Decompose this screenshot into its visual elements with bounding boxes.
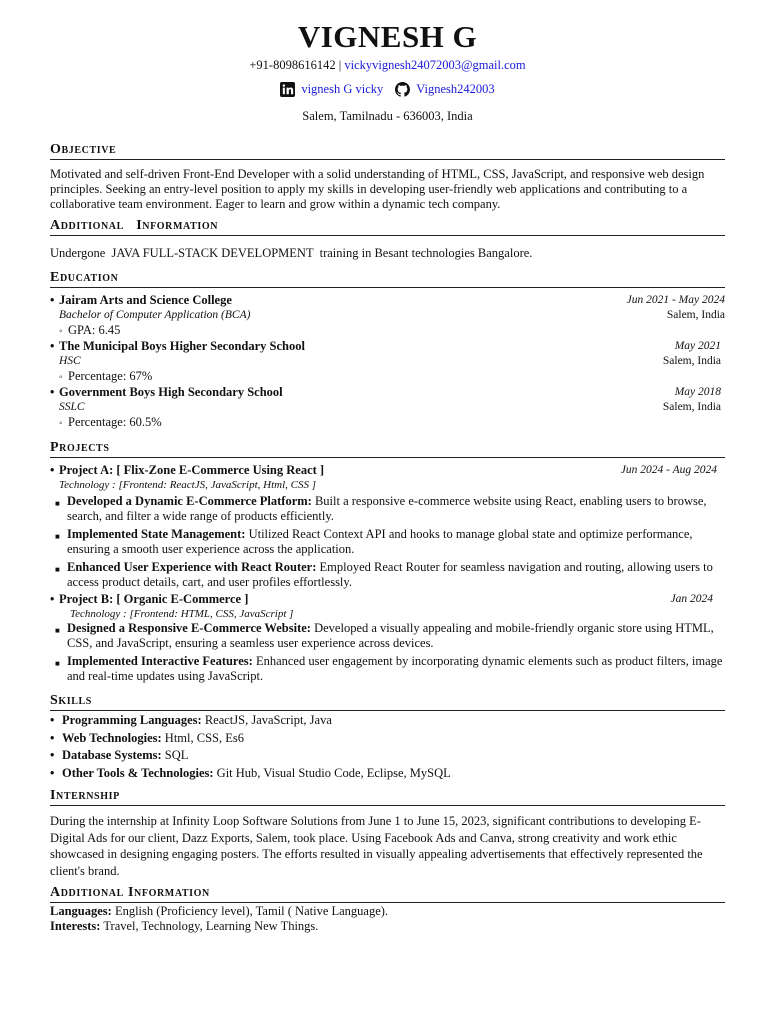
education-location: Salem, India — [666, 309, 725, 321]
school-name: • Government Boys High Secondary School — [50, 385, 283, 400]
point-label: Enhanced User Experience with React Router: — [67, 560, 317, 574]
project-point — [50, 560, 725, 590]
languages-label: Languages: — [50, 904, 112, 918]
linkedin-link[interactable]: vignesh G vicky — [301, 81, 384, 96]
section-title-additional-top: Additional Information — [50, 217, 725, 236]
project-point — [50, 527, 725, 557]
point-text: Utilized React Context API and hooks to manage global state and optimize performance, ensuring a smooth user experience across the application. — [67, 527, 693, 556]
point-label: Developed a Dynamic E-Commerce Platform: — [67, 494, 312, 508]
internship-text: During the internship at Infinity Loop Software Solutions from June 1 to June 15, 2023, significant contributions to developing E-Digital Ads for our client, Dazz Exports, Salem, took place. Using Facebook Ads and Canva, strong creativity and work ethic showcased in designing engaging posters. The efforts resulted in visually appealing advertisements that effectively represented the client's brand. — [50, 814, 703, 878]
point-text: Built a responsive e-commerce website using React, enabling users to browse, search, and filter a wide range of products efficiently. — [67, 494, 707, 523]
address: Salem, Tamilnadu - 636003, India — [302, 109, 473, 123]
square-bullet-icon: ■ — [55, 626, 60, 635]
education-detail: ◦ Percentage: 67% — [50, 369, 725, 385]
project-entry — [50, 592, 725, 684]
education-dates: May 2018 — [674, 386, 721, 398]
project-dates: Jun 2024 - Aug 2024 — [620, 464, 717, 476]
skill-label: Other Tools & Technologies: — [62, 765, 214, 780]
education-section — [50, 269, 725, 431]
education-detail: ◦ Percentage: 60.5% — [50, 415, 725, 431]
project-point — [50, 494, 725, 524]
skill-label: Programming Languages: — [62, 713, 202, 727]
skill-label: Web Technologies: — [62, 730, 162, 745]
education-dates: Jun 2021 - May 2024 — [626, 294, 725, 306]
internship-section — [50, 787, 725, 879]
degree: Bachelor of Computer Application (BCA) — [59, 309, 251, 321]
skill-value: ReactJS, JavaScript, Java — [201, 713, 332, 727]
skill-item — [50, 712, 725, 730]
point-label: Implemented State Management: — [67, 527, 246, 541]
project-point — [50, 654, 725, 684]
project-name: • Project A: [ Flix-Zone E-Commerce Using React ] — [50, 463, 324, 478]
phone-number: +91-8098616142 — [249, 58, 336, 72]
education-location: Salem, India — [662, 355, 721, 367]
point-label: Implemented Interactive Features: — [67, 654, 253, 668]
interests-line — [50, 919, 725, 934]
school-name: • Jairam Arts and Science College — [50, 293, 232, 308]
section-title-internship: Internship — [50, 787, 725, 806]
objective-text: Motivated and self-driven Front-End Developer with a solid understanding of HTML, CSS, JavaScript, and responsive web design principles. Seeking an entry-level position to apply my skills in developing user-friendly web applications and contributing to a collaborative team environment. Eager to learn and grow within a dynamic tech company. — [50, 167, 705, 211]
education-entry — [50, 339, 725, 385]
objective-section — [50, 141, 725, 212]
training-text: Undergone JAVA FULL-STACK DEVELOPMENT training in Besant technologies Bangalore. — [50, 246, 533, 260]
education-entry — [50, 293, 725, 339]
section-title-skills: Skills — [50, 692, 725, 711]
project-name: • Project B: [ Organic E-Commerce ] — [50, 592, 248, 607]
skill-item — [50, 730, 725, 748]
square-bullet-icon: ■ — [55, 659, 60, 668]
resume-page — [50, 18, 725, 934]
square-bullet-icon: ■ — [55, 499, 60, 508]
github-link[interactable]: Vignesh242003 — [416, 81, 495, 96]
languages-line — [50, 904, 725, 919]
education-entry — [50, 385, 725, 431]
skills-section — [50, 692, 725, 782]
skill-label: Database Systems: — [62, 748, 162, 762]
school-name: • The Municipal Boys Higher Secondary School — [50, 339, 305, 354]
section-title-projects: Projects — [50, 439, 725, 458]
square-bullet-icon: ■ — [55, 532, 60, 541]
section-title-additional-bottom: Additional Information — [50, 884, 725, 903]
point-text: Developed a visually appealing and mobile-friendly organic store using HTML, CSS, and JavaScript, ensuring a seamless user experience across devices. — [67, 621, 714, 650]
skill-item — [50, 765, 725, 783]
point-text: Employed React Router for seamless navigation and routing, allowing users to access product details, cart, and user profiles effortlessly. — [67, 560, 713, 589]
skill-value: Git Hub, Visual Studio Code, Eclipse, MySQL — [213, 765, 451, 780]
project-tech: Technology : [Frontend: ReactJS, JavaScript, Html, CSS ] — [59, 479, 317, 491]
interests-value: Travel, Technology, Learning New Things. — [100, 919, 319, 933]
education-location: Salem, India — [662, 401, 721, 413]
project-dates: Jan 2024 — [670, 593, 713, 605]
languages-value: English (Proficiency level), Tamil ( Native Language). — [111, 904, 389, 918]
profile-links — [50, 79, 725, 99]
projects-section — [50, 439, 725, 684]
point-label: Designed a Responsive E-Commerce Website: — [67, 621, 311, 635]
interests-label: Interests: — [50, 919, 101, 933]
section-title-objective: Objective — [50, 141, 725, 160]
degree: HSC — [59, 355, 81, 367]
skill-value: SQL — [161, 748, 189, 762]
project-tech: Technology : [Frontend: HTML, CSS, JavaScript ] — [70, 608, 294, 620]
project-entry — [50, 463, 725, 590]
education-dates: May 2021 — [674, 340, 721, 352]
degree: SSLC — [59, 401, 85, 413]
project-point — [50, 621, 725, 651]
email-link[interactable]: vickyvignesh24072003@gmail.com — [344, 58, 526, 72]
square-bullet-icon: ■ — [55, 565, 60, 574]
linkedin-icon[interactable] — [280, 82, 295, 97]
additional-info-bottom-section — [50, 884, 725, 934]
skill-item — [50, 747, 725, 765]
github-icon[interactable] — [395, 82, 410, 97]
point-text: Enhanced user engagement by incorporating dynamic elements such as product filters, image and real-time updates using JavaScript. — [67, 654, 723, 683]
additional-info-top-section — [50, 217, 725, 261]
contact-separator: | — [338, 58, 342, 72]
contact-line — [50, 57, 725, 73]
section-title-education: Education — [50, 269, 725, 288]
candidate-name: VIGNESH G — [297, 19, 478, 54]
skill-value: Html, CSS, Es6 — [161, 730, 244, 745]
education-detail: ◦ GPA: 6.45 — [50, 323, 725, 339]
